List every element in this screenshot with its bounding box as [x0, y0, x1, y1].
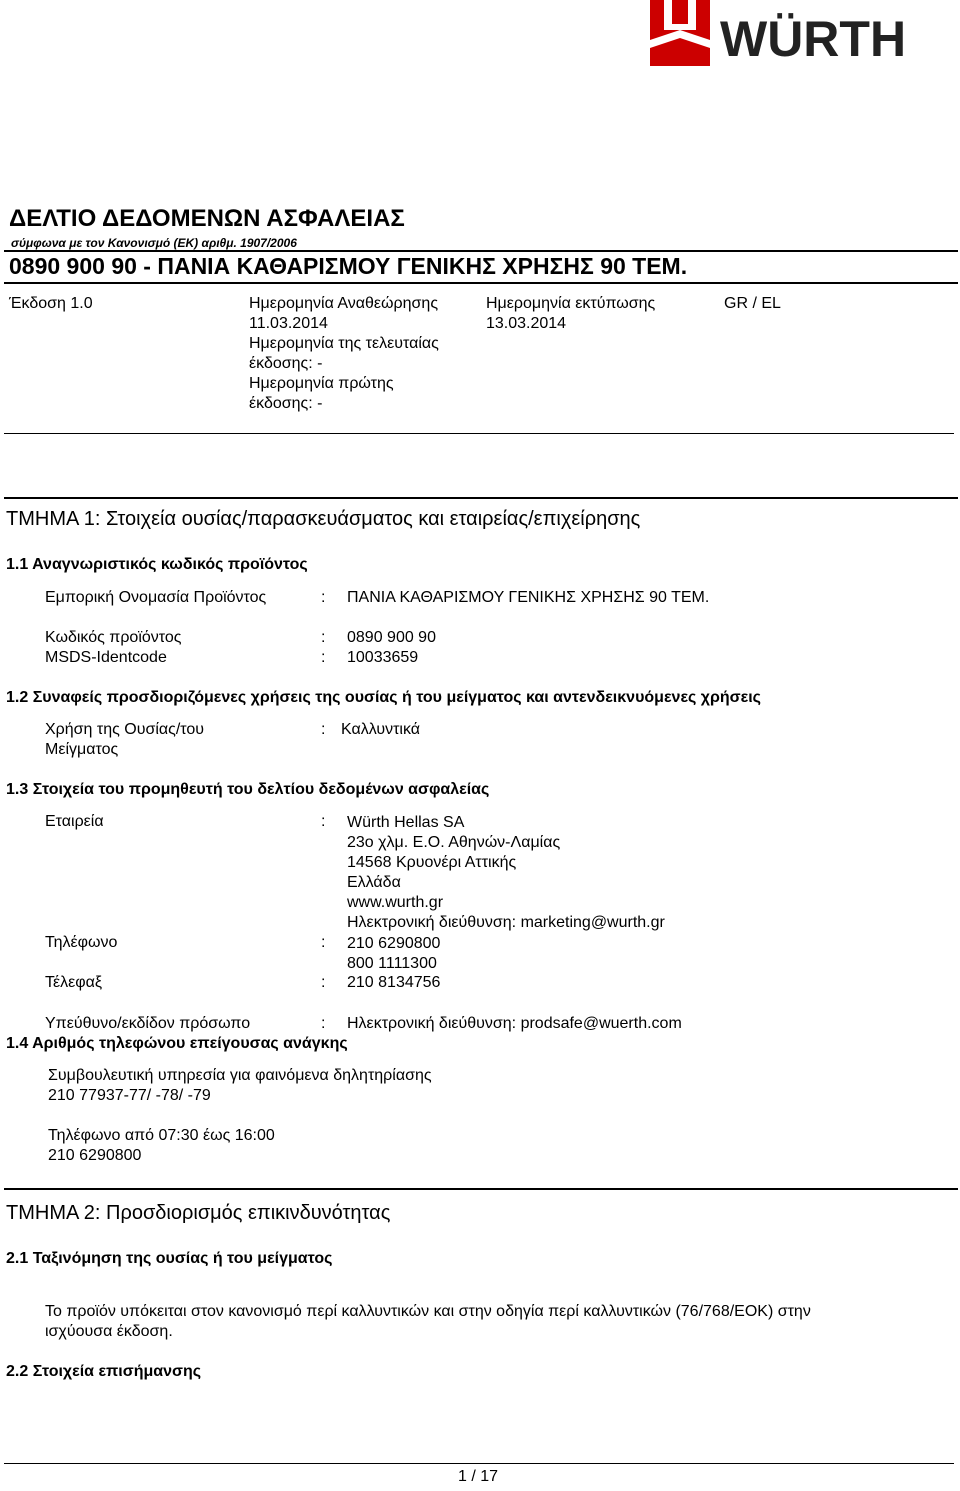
phone-values [347, 934, 440, 974]
fax-label: Τέλεφαξ [45, 974, 103, 991]
msds-value: 10033659 [347, 649, 419, 666]
locale-label: GR / EL [724, 295, 781, 312]
section1-rule [4, 497, 958, 499]
trade-name-label: Εμπορική Ονομασία Προϊόντος [45, 589, 267, 606]
print-date-value: 13.03.2014 [486, 315, 567, 332]
msds-label: MSDS-Identcode [45, 649, 167, 666]
use-label-line1: Χρήση της Ουσίας/του [45, 721, 205, 738]
phone-colon: : [321, 934, 326, 951]
fax-value: 210 8134756 [347, 974, 441, 991]
company-street: 23ο χλμ. Ε.Ο. Αθηνών-Λαμίας [347, 834, 561, 851]
company-email: Ηλεκτρονική διεύθυνση: marketing@wurth.gr [347, 914, 665, 931]
company-city: 14568 Κρυονέρι Αττικής [347, 854, 517, 871]
office-hours-value: 210 6290800 [48, 1147, 142, 1164]
phone-value-1: 210 6290800 [347, 935, 441, 952]
revision-date-value: 11.03.2014 [249, 315, 328, 332]
section1-title: ΤΜΗΜΑ 1: Στοιχεία ουσίας/παρασκευάσματος και εταιρείας/επιχείρησης [6, 508, 641, 530]
first-issue-label: Ημερομηνία πρώτης [249, 375, 394, 392]
use-colon: : [321, 721, 326, 738]
phone-label: Τηλέφωνο [45, 934, 118, 951]
phone-value-2: 800 1111300 [347, 955, 437, 972]
wurth-wordmark: WÜRTH [720, 11, 907, 66]
s21-text-line1: Το προϊόν υπόκειται στον κανονισμό περί καλλυντικών και στην οδηγία περί καλλυντικών (76/768/ΕΟΚ) στην [45, 1303, 811, 1320]
meta-rule [4, 433, 954, 434]
header-rule-bottom [4, 282, 958, 284]
s21-text-line2: ισχύουσα έκδοση. [45, 1323, 173, 1340]
footer-rule [4, 1463, 954, 1464]
poison-center-label: Συμβουλευτική υπηρεσία για φαινόμενα δηλητηρίασης [48, 1067, 432, 1084]
s11-title: 1.1 Αναγνωριστικός κωδικός προϊόντος [6, 556, 308, 573]
company-website: www.wurth.gr [347, 894, 444, 911]
responsible-colon: : [321, 1015, 326, 1032]
header-rule-top [4, 250, 958, 252]
s13-title: 1.3 Στοιχεία του προμηθευτή του δελτίου δεδομένων ασφαλείας [6, 781, 490, 798]
msds-colon: : [321, 649, 326, 666]
s14-title: 1.4 Αριθμός τηλεφώνου επείγουσας ανάγκης [6, 1035, 348, 1052]
trade-name-colon: : [321, 589, 326, 606]
version-label: Έκδοση 1.0 [9, 295, 93, 312]
wurth-emblem [650, 0, 710, 66]
trade-name-value: ΠΑΝΙΑ ΚΑΘΑΡΙΣΜΟΥ ΓΕΝΙΚΗΣ ΧΡΗΣΗΣ 90 ΤΕΜ. [347, 589, 710, 606]
responsible-label: Υπεύθυνο/εκδίδον πρόσωπο [45, 1015, 251, 1032]
product-code-colon: : [321, 629, 326, 646]
company-colon: : [321, 813, 326, 830]
company-name: Würth Hellas SA [347, 814, 465, 831]
document-title: ΔΕΛΤΙΟ ΔΕΔΟΜΕΝΩΝ ΑΣΦΑΛΕΙΑΣ [9, 205, 405, 232]
print-date-label: Ημερομηνία εκτύπωσης [486, 295, 656, 312]
page-number: 1 / 17 [458, 1468, 499, 1485]
section2-rule [4, 1188, 958, 1190]
document-subtitle: σύμφωνα με τον Κανονισμό (ΕΚ) αριθμ. 1907/2006 [11, 236, 297, 250]
product-code-value: 0890 900 90 [347, 629, 436, 646]
last-issue-label: Ημερομηνία της τελευταίας [249, 335, 439, 352]
fax-colon: : [321, 974, 326, 991]
s21-title: 2.1 Ταξινόμηση της ουσίας ή του μείγματος [6, 1250, 333, 1267]
product-title: 0890 900 90 - ΠΑΝΙΑ ΚΑΘΑΡΙΣΜΟΥ ΓΕΝΙΚΗΣ ΧΡΗΣΗΣ 90 ΤΕΜ. [9, 253, 688, 279]
wurth-logo [648, 0, 958, 66]
first-issue-value: έκδοσης: - [249, 395, 323, 412]
company-address [347, 813, 665, 933]
responsible-value: Ηλεκτρονική διεύθυνση: prodsafe@wuerth.com [347, 1015, 682, 1032]
use-label-line2: Μείγματος [45, 741, 119, 758]
poison-center-value: 210 77937-77/ -78/ -79 [48, 1087, 211, 1104]
s12-title: 1.2 Συναφείς προσδιοριζόμενες χρήσεις της ουσίας ή του μείγματος και αντενδεικνυόμενες χρήσεις [6, 689, 761, 706]
product-code-label: Κωδικός προϊόντος [45, 629, 182, 646]
company-country: Ελλάδα [347, 874, 401, 891]
s22-title: 2.2 Στοιχεία επισήμανσης [6, 1363, 202, 1380]
section2-title: ΤΜΗΜΑ 2: Προσδιορισμός επικινδυνότητας [6, 1202, 391, 1224]
revision-date-label: Ημερομηνία Αναθεώρησης [249, 295, 439, 312]
office-hours-label: Τηλέφωνο από 07:30 έως 16:00 [48, 1127, 275, 1144]
company-label: Εταιρεία [45, 813, 104, 830]
last-issue-value: έκδοσης: - [249, 355, 323, 372]
use-value: Καλλυντικά [341, 721, 421, 738]
